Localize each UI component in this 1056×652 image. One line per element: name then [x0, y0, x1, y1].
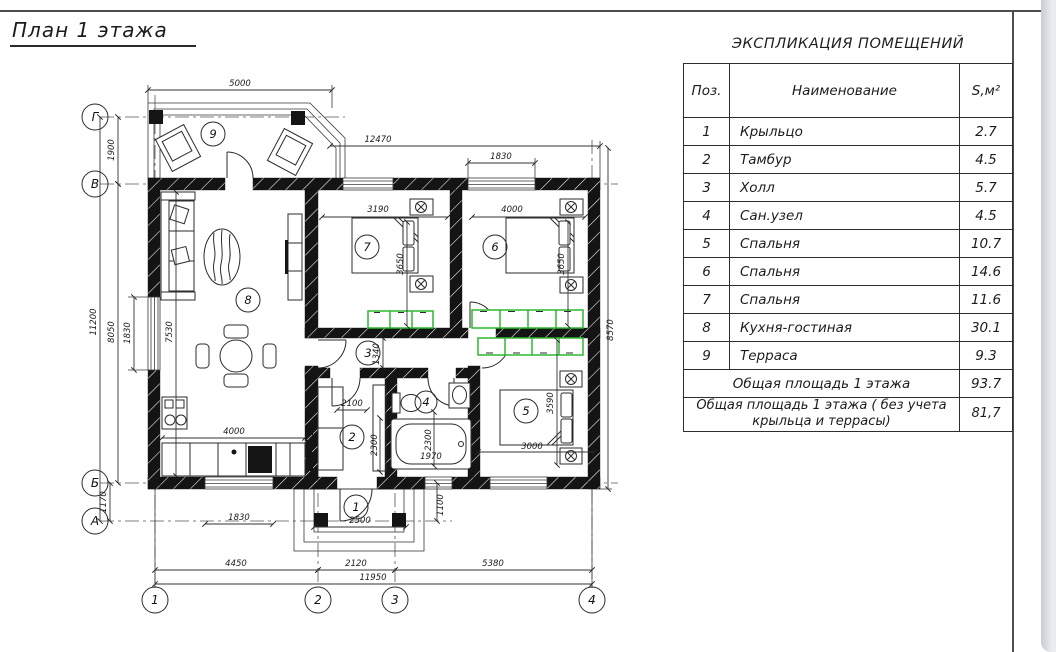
total-row-net	[684, 398, 1013, 432]
svg-text:2120: 2120	[345, 559, 367, 569]
dining-table	[196, 325, 276, 387]
svg-text:4450: 4450	[225, 559, 247, 569]
svg-text:1970: 1970	[420, 452, 442, 462]
window-room5-bottom	[490, 477, 547, 489]
toilet-tank	[392, 393, 400, 413]
entry-closets	[306, 385, 386, 471]
svg-text:3000: 3000	[521, 442, 543, 452]
kitchen-counter	[162, 443, 305, 476]
window-room6-top	[468, 178, 535, 190]
table-row: 6 Спальня 14.6	[684, 258, 1013, 286]
explication-title: ЭКСПЛИКАЦИЯ ПОМЕЩЕНИЙ	[731, 36, 965, 52]
svg-text:8050: 8050	[107, 321, 117, 343]
room-label-2	[340, 425, 364, 449]
rug	[204, 229, 240, 285]
total-net-label: Общая площадь 1 этажа ( без учета крыльца и террасы)	[684, 398, 960, 432]
terrace-armchair-right	[267, 129, 312, 176]
axis-marker-bottom-3	[579, 587, 605, 613]
room-label-6	[483, 235, 507, 259]
terrace-columns	[149, 110, 305, 125]
column-header-name: Наименование	[730, 64, 960, 118]
room-label-8	[236, 288, 260, 312]
window-bath-bottom	[425, 477, 452, 489]
svg-text:1900: 1900	[107, 139, 117, 161]
header-row	[684, 64, 1013, 118]
svg-text:1170: 1170	[99, 491, 109, 513]
total-area: 93.7	[960, 370, 1013, 398]
svg-text:3650: 3650	[557, 253, 567, 275]
room-label-9	[201, 122, 225, 146]
column-header-pos: Поз.	[684, 64, 730, 118]
table-row: 2 Тамбур 4.5	[684, 146, 1013, 174]
svg-text:4: 4	[588, 593, 596, 607]
wardrobe-room6	[472, 310, 583, 328]
svg-text:9: 9	[209, 127, 217, 141]
table-row: 1 Крыльцо 2.7	[684, 118, 1013, 146]
stove	[248, 446, 272, 473]
svg-text:4: 4	[422, 395, 430, 409]
svg-text:8570: 8570	[606, 319, 616, 341]
door-hall-room8	[318, 340, 346, 368]
table-row: 5 Спальня 10.7	[684, 230, 1013, 258]
table-row: 4 Сан.узел 4.5	[684, 202, 1013, 230]
svg-text:2300: 2300	[424, 429, 434, 451]
total-net-area: 81,7	[960, 398, 1013, 432]
svg-text:2500: 2500	[349, 516, 371, 526]
explication	[683, 36, 1013, 432]
window-kitchen-bottom	[205, 477, 273, 489]
svg-text:8: 8	[244, 293, 252, 307]
table-row: 3 Холл 5.7	[684, 174, 1013, 202]
svg-text:12470: 12470	[364, 135, 392, 145]
svg-text:2: 2	[314, 593, 322, 607]
table-row: 7 Спальня 11.6	[684, 286, 1013, 314]
svg-text:2300: 2300	[370, 434, 380, 456]
page-title: План 1 этажа	[10, 18, 196, 47]
svg-text:1830: 1830	[123, 322, 133, 344]
svg-text:1: 1	[151, 593, 159, 607]
window-left	[148, 297, 160, 370]
svg-text:В: В	[90, 177, 100, 191]
kitchen-hob	[162, 397, 187, 429]
svg-text:1100: 1100	[436, 494, 446, 516]
sofa	[161, 192, 195, 300]
explication-table	[683, 63, 1013, 432]
svg-text:2100: 2100	[341, 399, 363, 409]
terrace-armchair-left	[155, 125, 200, 172]
door-terrace	[227, 152, 253, 178]
svg-text:4000: 4000	[501, 205, 523, 215]
table-row: 9 Терраса 9.3	[684, 342, 1013, 370]
svg-text:1830: 1830	[228, 513, 250, 523]
svg-text:Б: Б	[90, 476, 100, 490]
svg-text:5000: 5000	[229, 79, 251, 89]
page-edge-gutter	[1041, 0, 1056, 652]
svg-text:3: 3	[364, 346, 372, 360]
window-room7-top	[343, 178, 393, 190]
svg-text:1830: 1830	[490, 152, 512, 162]
svg-text:11200: 11200	[89, 308, 99, 336]
svg-text:3: 3	[391, 593, 399, 607]
svg-text:5380: 5380	[482, 559, 504, 569]
table-row: 8 Кухня-гостиная 30.1	[684, 314, 1013, 342]
axis-marker-bottom-0	[142, 587, 168, 613]
total-label: Общая площадь 1 этажа	[684, 370, 960, 398]
svg-text:1340: 1340	[372, 343, 382, 365]
total-row	[684, 370, 1013, 398]
svg-text:6: 6	[491, 240, 499, 254]
wardrobe-room5	[478, 338, 583, 355]
svg-text:7530: 7530	[165, 321, 175, 343]
svg-text:Г: Г	[91, 110, 99, 124]
column-header-area: S,м²	[960, 64, 1013, 118]
axis-marker-bottom-1	[305, 587, 331, 613]
wardrobe-room7	[368, 311, 433, 328]
svg-text:7: 7	[363, 240, 371, 254]
svg-text:4000: 4000	[223, 427, 245, 437]
axis-marker-bottom-2	[382, 587, 408, 613]
svg-text:1: 1	[352, 500, 360, 514]
svg-text:5: 5	[522, 404, 530, 418]
svg-text:11950: 11950	[359, 573, 387, 583]
svg-text:3590: 3590	[546, 392, 556, 414]
svg-text:2: 2	[348, 430, 356, 444]
tv-stand	[285, 214, 302, 300]
svg-text:А: А	[90, 514, 100, 528]
svg-text:3650: 3650	[396, 253, 406, 275]
svg-text:3190: 3190	[367, 205, 389, 215]
